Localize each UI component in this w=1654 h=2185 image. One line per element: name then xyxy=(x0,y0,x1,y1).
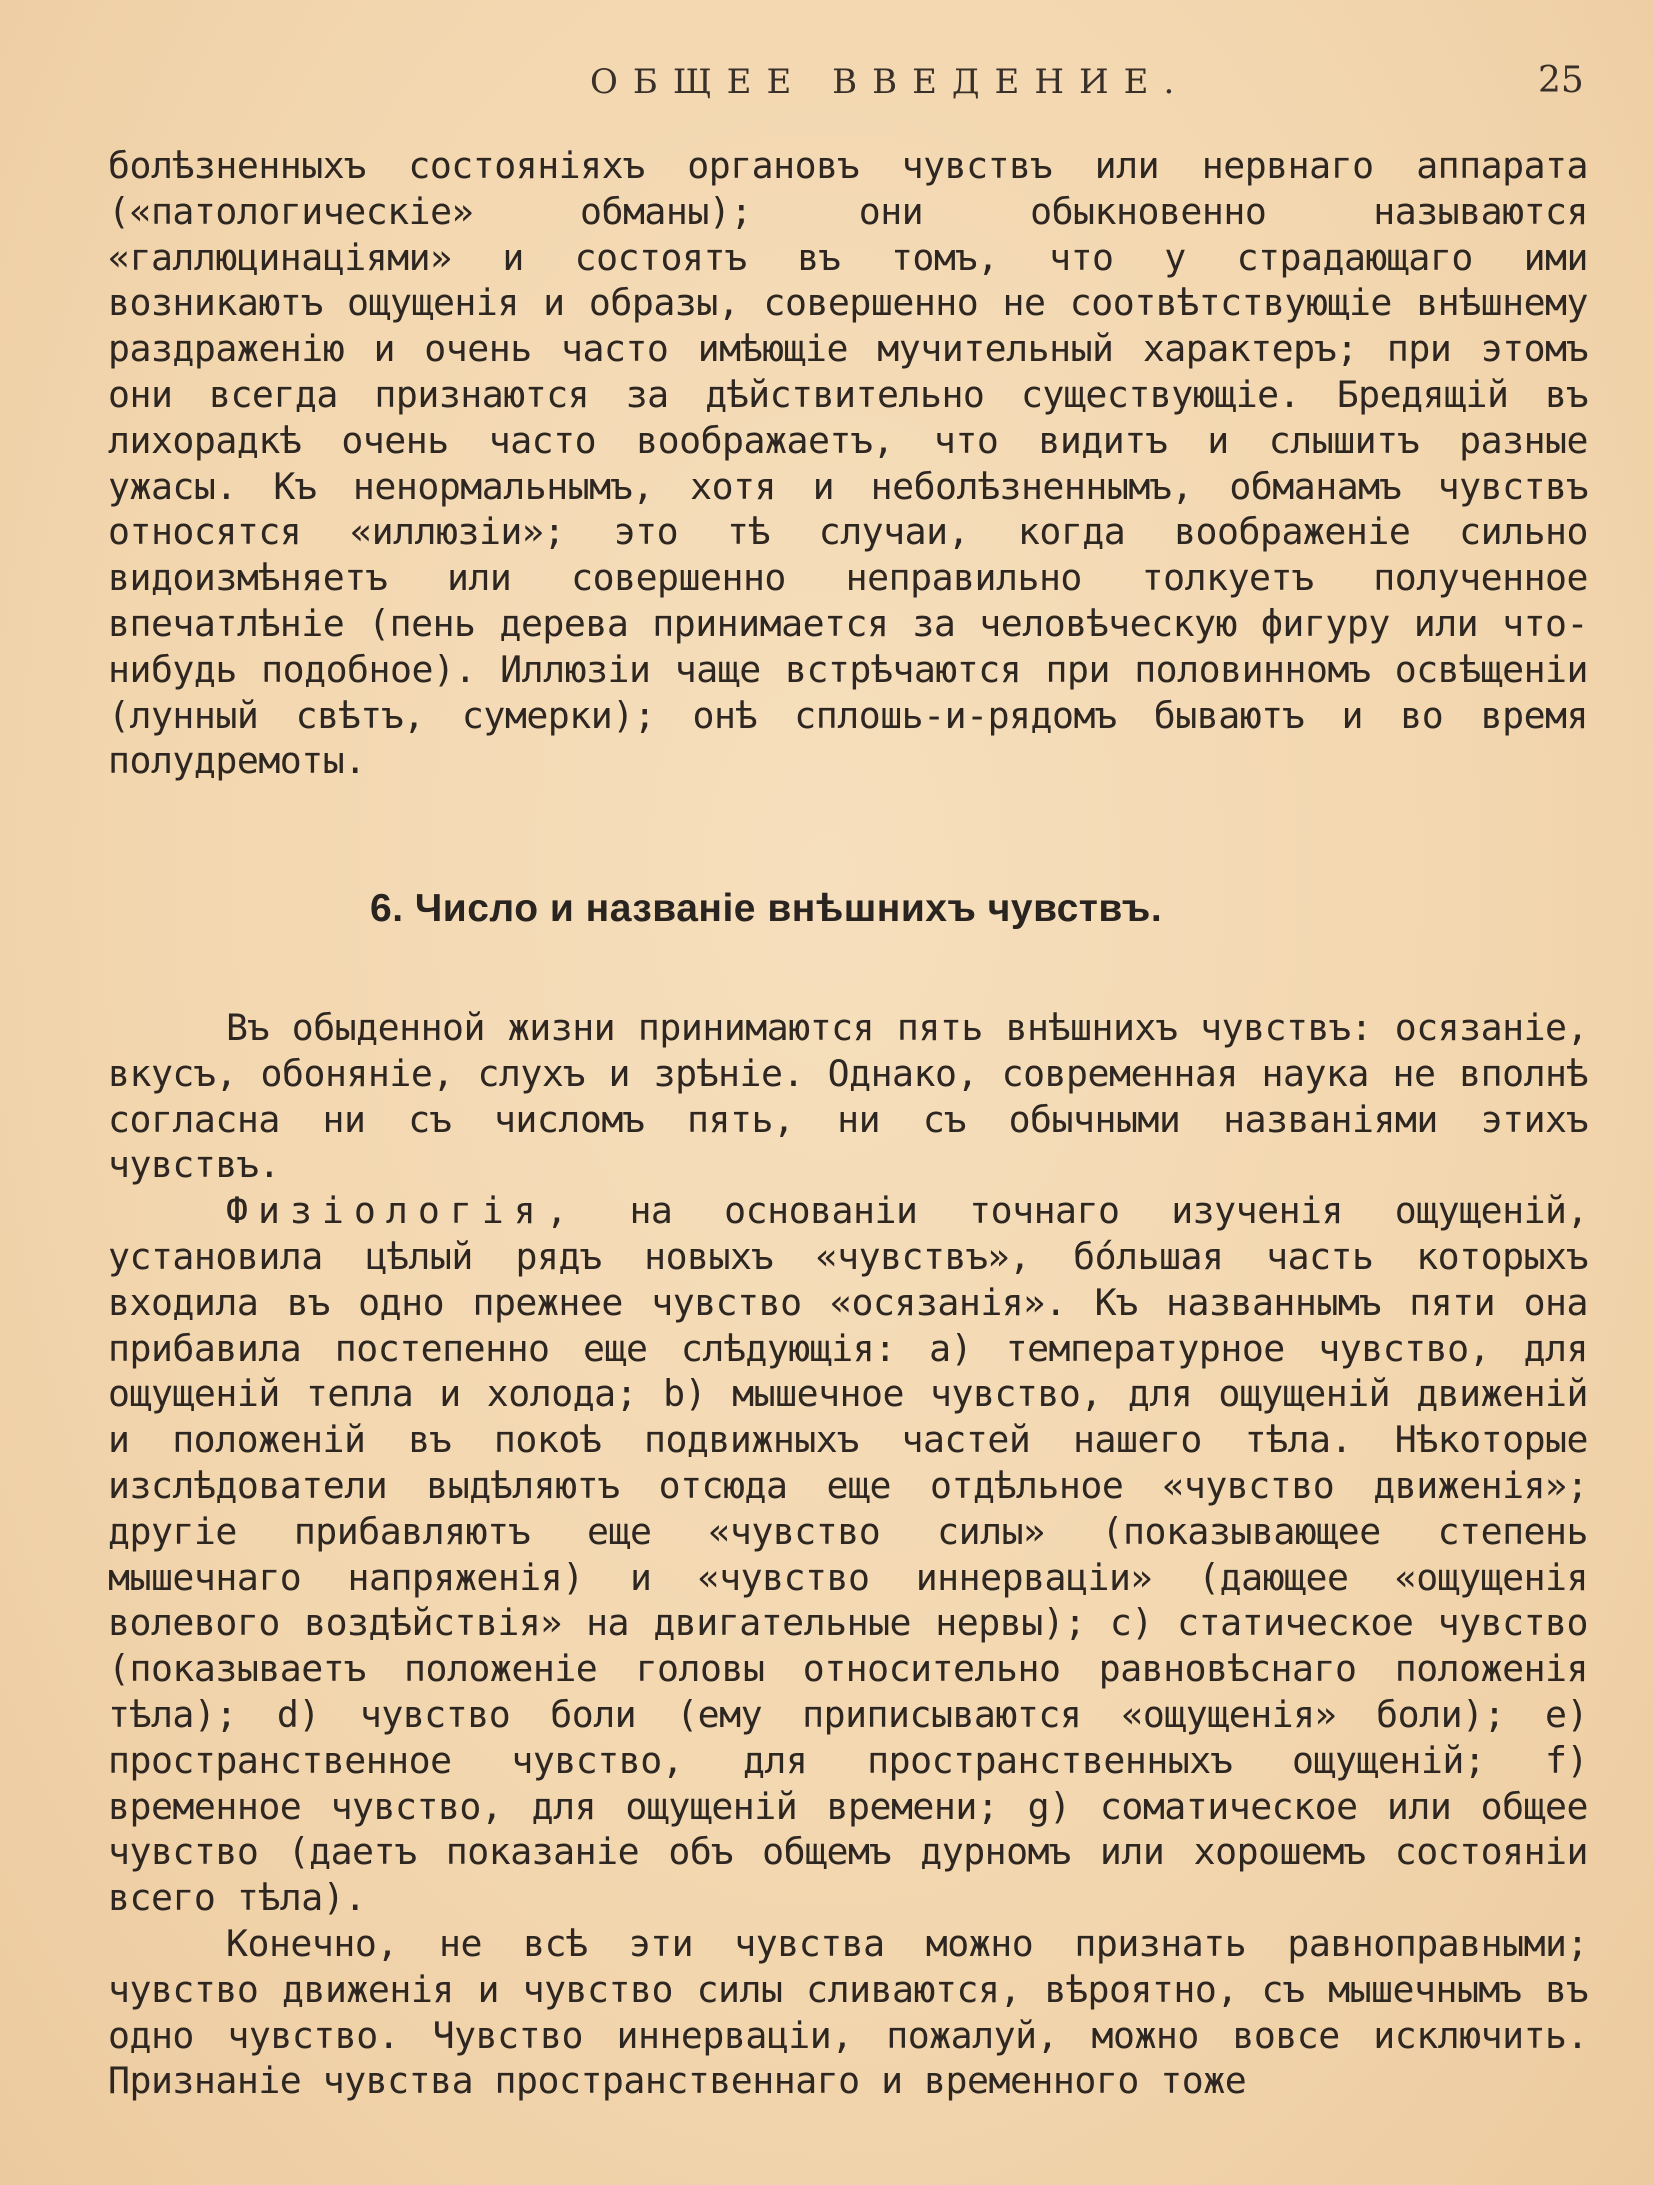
text-block-top xyxy=(108,143,1588,784)
text-block-bottom xyxy=(108,1005,1588,2104)
running-title: ОБЩЕЕ ВВЕДЕНИЕ. xyxy=(590,62,1190,102)
paragraph xyxy=(108,1188,1588,1921)
section-heading: 6. Число и названіе внѣшнихъ чувствъ. xyxy=(370,887,1163,930)
paragraph: Въ обыденной жизни принимаются пять внѣшнихъ чувствъ: осязаніе, вкусъ, обоняніе, слухъ и зрѣніе. Однако, современная наука не вполнѣ согласна ни съ числомъ пять, ни съ обычными названіями этихъ чувствъ. xyxy=(108,1006,1588,1187)
paragraph: Конечно, не всѣ эти чувства можно признать равноправными; чувство движенія и чувство силы сливаются, вѣроятно, съ мышечнымъ въ одно чувство. Чувство иннерваціи, пожалуй, можно вовсе исключить. Признаніе чувства пространственнаго и временного тоже xyxy=(108,1921,1588,2103)
paragraph: болѣзненныхъ состояніяхъ органовъ чувствъ или нервнаго аппарата («патологическіе» обманы); они обыкновенно называются «галлюцинаціями» и состоятъ въ томъ, что у страдающаго ими возникаютъ ощущенія и образы, совершенно не соотвѣтствующіе внѣшнему раздраженію и очень часто имѣющіе мучительный характеръ; при этомъ они всегда признаются за дѣйствительно существующіе. Бредящій въ лихорадкѣ очень часто воображаетъ, что видитъ и слышитъ разные ужасы. Къ ненормальнымъ, хотя и неболѣзненнымъ, обманамъ чувствъ относятся «иллюзіи»; это тѣ случаи, когда воображеніе сильно видоизмѣняетъ или совершенно неправильно толкуетъ полученное впечатлѣніе (пень дерева принимается за человѣческую фигуру или что-нибудь подобное). Иллюзіи чаще встрѣчаются при половинномъ освѣщеніи (лунный свѣтъ, сумерки); онѣ сплошь-и-рядомъ бываютъ и во время полудремоты. xyxy=(108,144,1588,783)
page-number: 25 xyxy=(1538,60,1584,101)
paragraph-text: на основаніи точнаго изученія ощущеній, установила цѣлый рядъ новыхъ «чувствъ», бо́льшая часть которыхъ входила въ одно прежнее чувство «осязанія». Къ названнымъ пяти она прибавила постепенно еще слѣдующія: a) температурное чувство, для ощущеній тепла и холода; b) мышечное чувство, для ощущеній движеній и положеній въ покоѣ подвижныхъ частей нашего тѣла. Нѣкоторые изслѣдователи выдѣляютъ отсюда еще отдѣльное «чувство движенія»; другіе прибавляютъ еще «чувство силы» (показывающее степень мышечнаго напряженія) и «чувство иннерваціи» (дающее «ощущенія волевого воздѣйствія» на двигательные нервы); c) статическое чувство (показываетъ положеніе головы относительно равновѣснаго положенія тѣла); d) чувство боли (ему приписываются «ощущенія» боли); e) пространственное чувство, для пространственныхъ ощущеній; f) временное чувство, для ощущеній времени; g) соматическое или общее чувство (даетъ показаніе объ общемъ дурномъ или хорошемъ состояніи всего тѣла). xyxy=(108,1189,1588,1920)
spaced-term: Физіологія, xyxy=(226,1189,578,1233)
